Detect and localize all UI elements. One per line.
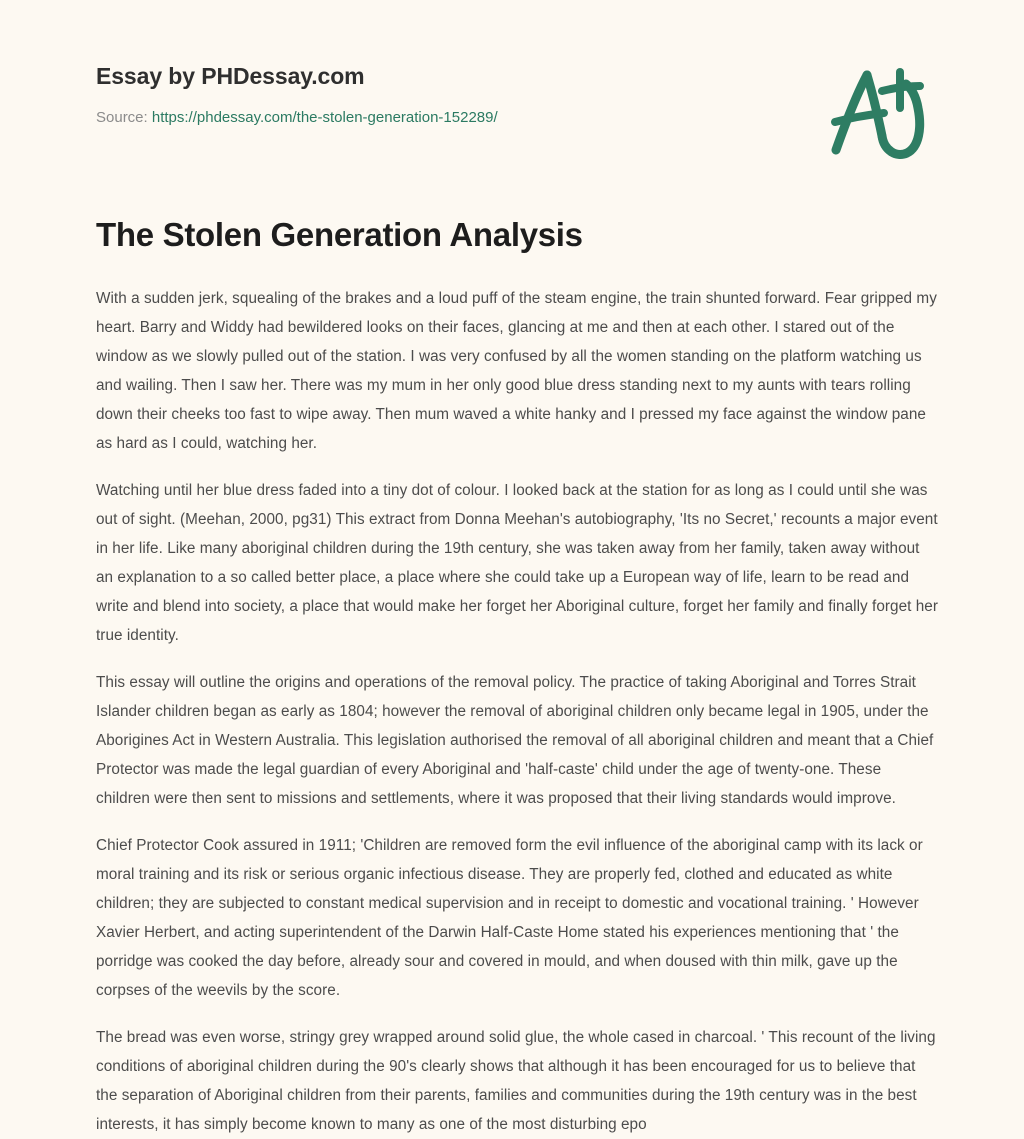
brand-title: Essay by PHDessay.com (96, 63, 365, 89)
paragraph: With a sudden jerk, squealing of the brakes and a loud puff of the steam engine, the train shunted forward. Fear gripped my heart. Barry and Widdy had bewildered looks on their faces, glancing at me and then at each other. I stared out of the window as we slowly pulled out of the station. I was very confused by all the women standing on the platform watching us and wailing. Then I saw her. There was my mum in her only good blue dress standing next to my aunts with tears rolling down their cheeks too fast to wipe away. Then mum waved a white hanky and I pressed my face against the window pane as hard as I could, watching her. (96, 290, 937, 452)
source-label: Source: (96, 108, 148, 126)
paragraph: The bread was even worse, stringy grey wrapped around solid glue, the whole cased in charcoal. ' This recount of the living conditions of aboriginal children during the 90's clearly shows that although it has been encouraged for us to believe that the separation of Aboriginal children from their parents, families and communities during the 19th century was in the best interests, it has simply become known to many as one of the most disturbing epo (96, 1029, 936, 1133)
a-plus-icon (812, 50, 942, 170)
paragraph: Chief Protector Cook assured in 1911; 'Children are removed form the evil influence of the aboriginal camp with its lack or moral training and its risk or serious organic infectious disease. They are properly fed, clothed and educated as white children; they are subjected to constant medical supervision and in receipt to domestic and vocational training. ' However Xavier Herbert, and acting superintendent of the Darwin Half-Caste Home stated his experiences mentioning that ' the porridge was cooked the day before, already sour and covered in mould, and when doused with thin milk, gave up the corpses of the weevils by the score. (96, 837, 923, 999)
paragraph: This essay will outline the origins and operations of the removal policy. The practice of taking Aboriginal and Torres Strait Islander children began as early as 1804; however the removal of aboriginal children only became legal in 1905, under the Aborigines Act in Western Australia. This legislation authorised the removal of all aboriginal children and meant that a Chief Protector was made the legal guardian of every Aboriginal and 'half-caste' child under the age of twenty-one. These children were then sent to missions and settlements, where it was proposed that their living standards would improve. (96, 674, 934, 807)
page-title: The Stolen Generation Analysis (96, 216, 583, 253)
source-line (96, 91, 928, 128)
phdessay-aplus-logo (812, 50, 942, 170)
document-header (96, 62, 928, 127)
source-url-link[interactable]: https://phdessay.com/the-stolen-generation-152289/ (151, 108, 498, 126)
essay-body (96, 284, 938, 1139)
paragraph: Watching until her blue dress faded into a tiny dot of colour. I looked back at the station for as long as I could until she was out of sight. (Meehan, 2000, pg31) This extract from Donna Meehan's autobiography, 'Its no Secret,' recounts a major event in her life. Like many aboriginal children during the 19th century, she was taken away from her family, taken away without an explanation to a so called better place, a place where she could take up a European way of life, learn to be read and write and blend into society, a place that would make her forget her Aboriginal culture, forget her family and finally forget her true identity. (96, 482, 939, 644)
